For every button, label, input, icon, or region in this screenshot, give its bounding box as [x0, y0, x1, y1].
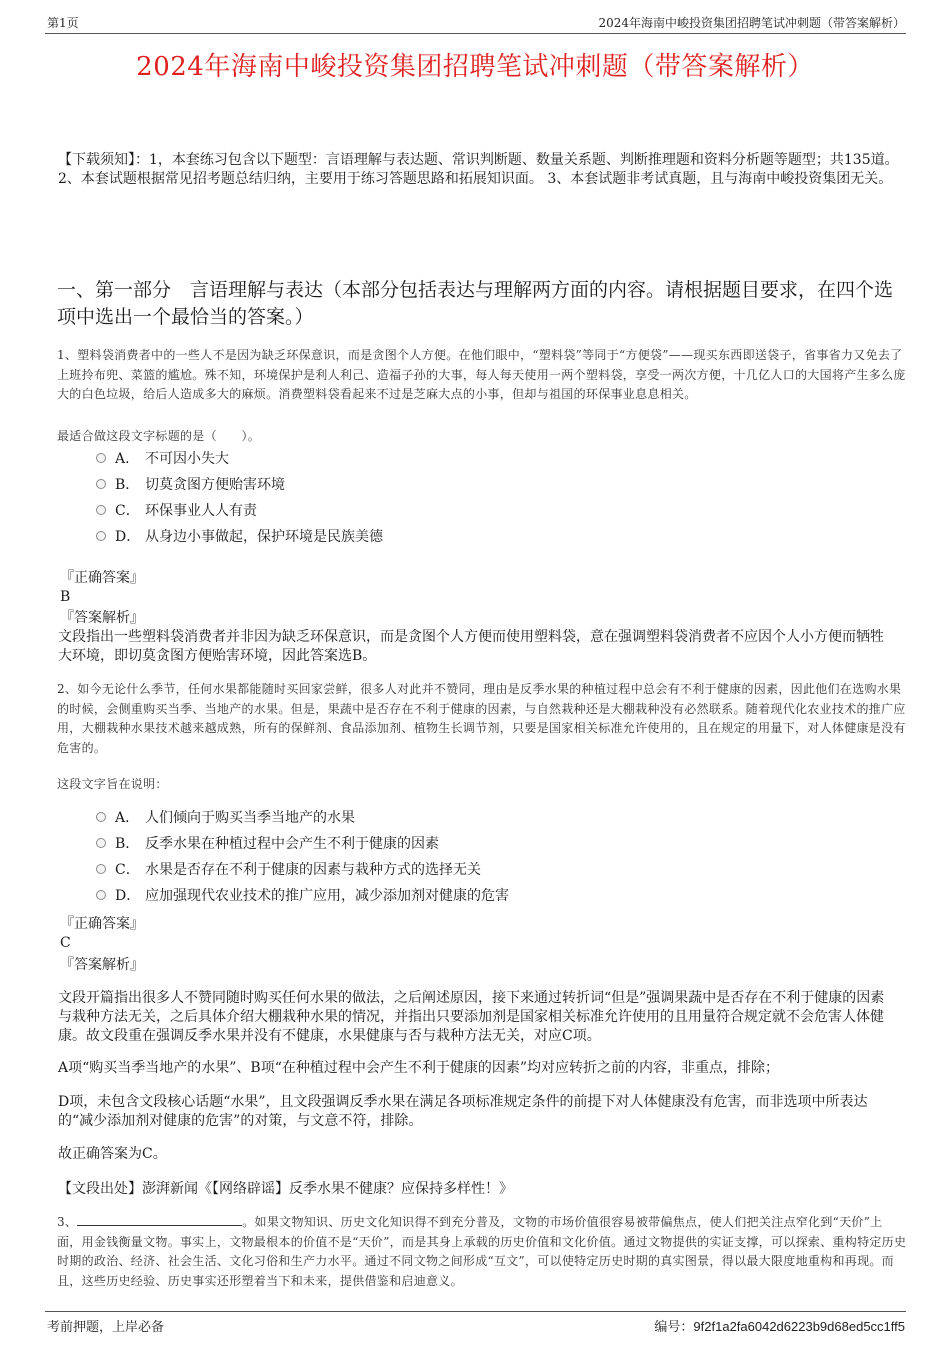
- q1-option-d[interactable]: D． 从身边小事做起，保护环境是民族美德: [96, 527, 383, 547]
- radio-button[interactable]: [96, 890, 106, 900]
- q2-answer-heading: 『正确答案』: [60, 916, 144, 932]
- radio-button[interactable]: [96, 864, 106, 874]
- page-title: 2024年海南中峻投资集团招聘笔试冲刺题（带答案解析）: [136, 52, 814, 82]
- q2-analysis-paragraph-1: 文段开篇指出很多人不赞同随时购买任何水果的做法，之后阐述原因，接下来通过转折词“但是”强调果蔬中是否存在不利于健康的因素与栽种方法无关，之后具体介绍大棚栽种水果的情况，并指出只要添加剂是国家相关标准允许使用的且用量符合规定就不会危害人体健康。故文段重在强调反季水果并没有不健康，水果健康与否与栽种方法无关，对应C项。: [58, 990, 885, 1044]
- download-notice: 【下载须知】：1，本套练习包含以下题型：言语理解与表达题、常识判断题、数量关系题、判断推理题和资料分析题等题型；共135道。 2、本套试题根据常见招考题总结归纳，主要用于练习答题思路和拓展知识面。 3、本套试题非考试真题，且与海南中峻投资集团无关。: [58, 152, 899, 187]
- header-rule: [45, 33, 906, 34]
- q2-analysis-heading: 『答案解析』: [60, 957, 144, 973]
- radio-button[interactable]: [96, 812, 106, 822]
- page-number: 第1页: [47, 16, 79, 30]
- radio-button[interactable]: [96, 531, 106, 541]
- q1-analysis: 文段指出一些塑料袋消费者并非因为缺乏环保意识，而是贪图个人方便而使用塑料袋，意在强调塑料袋消费者不应因个人小方便而牺牲大环境，即切莫贪图方便贻害环境，因此答案选B。: [58, 629, 884, 664]
- q1-option-b[interactable]: B． 切莫贪图方便贻害环境: [96, 475, 285, 495]
- q2-option-a[interactable]: A． 人们倾向于购买当季当地产的水果: [96, 808, 355, 828]
- q3-stem: 3、 。如果文物知识、历史文化知识得不到充分普及，文物的市场价值很容易被带偏焦点，使人们把关注点窄化到“天价”上面，用金钱衡量文物。事实上，文物最根本的价值不是“天价”，而是其身上承载的历史价值和文化价值。通过文物提供的实证支撑，可以探索、重构特定历史时期的政治、经济、社会生活、文化习俗和生产力水平。通过不同文物之间形成“互文”，可以使特定历史时期的真实图景，得以最大限度地重构和再现。而且，这些历史经验、历史事实还形塑着当下和未来，提供借鉴和启迪意义。: [57, 1215, 907, 1288]
- q2-prompt: 这段文字旨在说明：: [57, 777, 168, 791]
- fill-in-blank: [77, 1213, 242, 1226]
- radio-button[interactable]: [96, 453, 106, 463]
- q2-option-c[interactable]: C． 水果是否存在不利于健康的因素与栽种方式的选择无关: [96, 860, 481, 880]
- q2-option-b[interactable]: B． 反季水果在种植过程中会产生不利于健康的因素: [96, 834, 439, 854]
- q1-option-c[interactable]: C． 环保事业人人有责: [96, 501, 257, 521]
- footer-slogan: 考前押题，上岸必备: [47, 1320, 165, 1335]
- header-doc-title: 2024年海南中峻投资集团招聘笔试冲刺题（带答案解析）: [598, 16, 905, 30]
- section-heading: 一、第一部分 言语理解与表达（本部分包括表达与理解两方面的内容。请根据题目要求，在四个选项中选出一个最恰当的答案。）: [57, 279, 894, 328]
- q1-prompt: 最适合做这段文字标题的是（ ）。: [57, 429, 261, 443]
- radio-button[interactable]: [96, 838, 106, 848]
- q2-source: 【文段出处】澎湃新闻《【网络辟谣】反季水果不健康？应保持多样性！》: [58, 1181, 513, 1197]
- q2-analysis-paragraph-4: 故正确答案为C。: [58, 1146, 167, 1162]
- q2-answer: C: [60, 935, 71, 951]
- q2-option-d[interactable]: D． 应加强现代农业技术的推广应用，减少添加剂对健康的危害: [96, 886, 509, 906]
- q1-analysis-heading: 『答案解析』: [60, 610, 144, 626]
- q1-stem: 1、塑料袋消费者中的一些人不是因为缺乏环保意识，而是贪图个人方便。在他们眼中，“塑料袋”等同于“方便袋”——现买东西即送袋子，省事省力又免去了上班拎布兜、菜篮的尴尬。殊不知，环境保护是利人利己、造福子孙的大事，每人每天使用一两个塑料袋，享受一两次方便，十几亿人口的大国将产生多么庞大的白色垃圾，给后人造成多大的麻烦。消费塑料袋看起来不过是芝麻大点的小事，但却与祖国的环保事业息息相关。: [57, 348, 906, 401]
- q1-option-a[interactable]: A． 不可因小失大: [96, 449, 229, 469]
- q2-stem: 2、如今无论什么季节，任何水果都能随时买回家尝鲜，很多人对此并不赞同，理由是反季水果的种植过程中总会有不利于健康的因素，因此他们在选购水果的时候，会侧重购买当季、当地产的水果。但是，果蔬中是否存在不利于健康的因素，与自然栽种还是大棚栽种没有必然联系。随着现代化农业技术的推广应用，大棚栽种水果技术越来越成熟，所有的保鲜剂、食品添加剂、植物生长调节剂，只要是国家相关标准允许使用的，且在规定的用量下，对人体健康是没有危害的。: [57, 682, 906, 755]
- q1-answer-heading: 『正确答案』: [60, 570, 144, 586]
- q2-analysis-paragraph-3: D项，未包含文段核心话题“水果”，且文段强调反季水果在满足各项标准规定条件的前提下对人体健康没有危害，而非选项中所表达的“减少添加剂对健康的危害”的对策，与文意不符，排除。: [58, 1094, 868, 1129]
- footer-rule: [45, 1311, 906, 1312]
- radio-button[interactable]: [96, 479, 106, 489]
- q1-answer: B: [60, 589, 71, 605]
- q2-analysis-paragraph-2: A项“购买当季当地产的水果”、B项“在种植过程中会产生不利于健康的因素”均对应转折之前的内容，非重点，排除；: [58, 1060, 780, 1076]
- radio-button[interactable]: [96, 505, 106, 515]
- footer-code: 编号：9f2f1a2fa6042d6223b9d68ed5cc1ff5: [654, 1319, 905, 1335]
